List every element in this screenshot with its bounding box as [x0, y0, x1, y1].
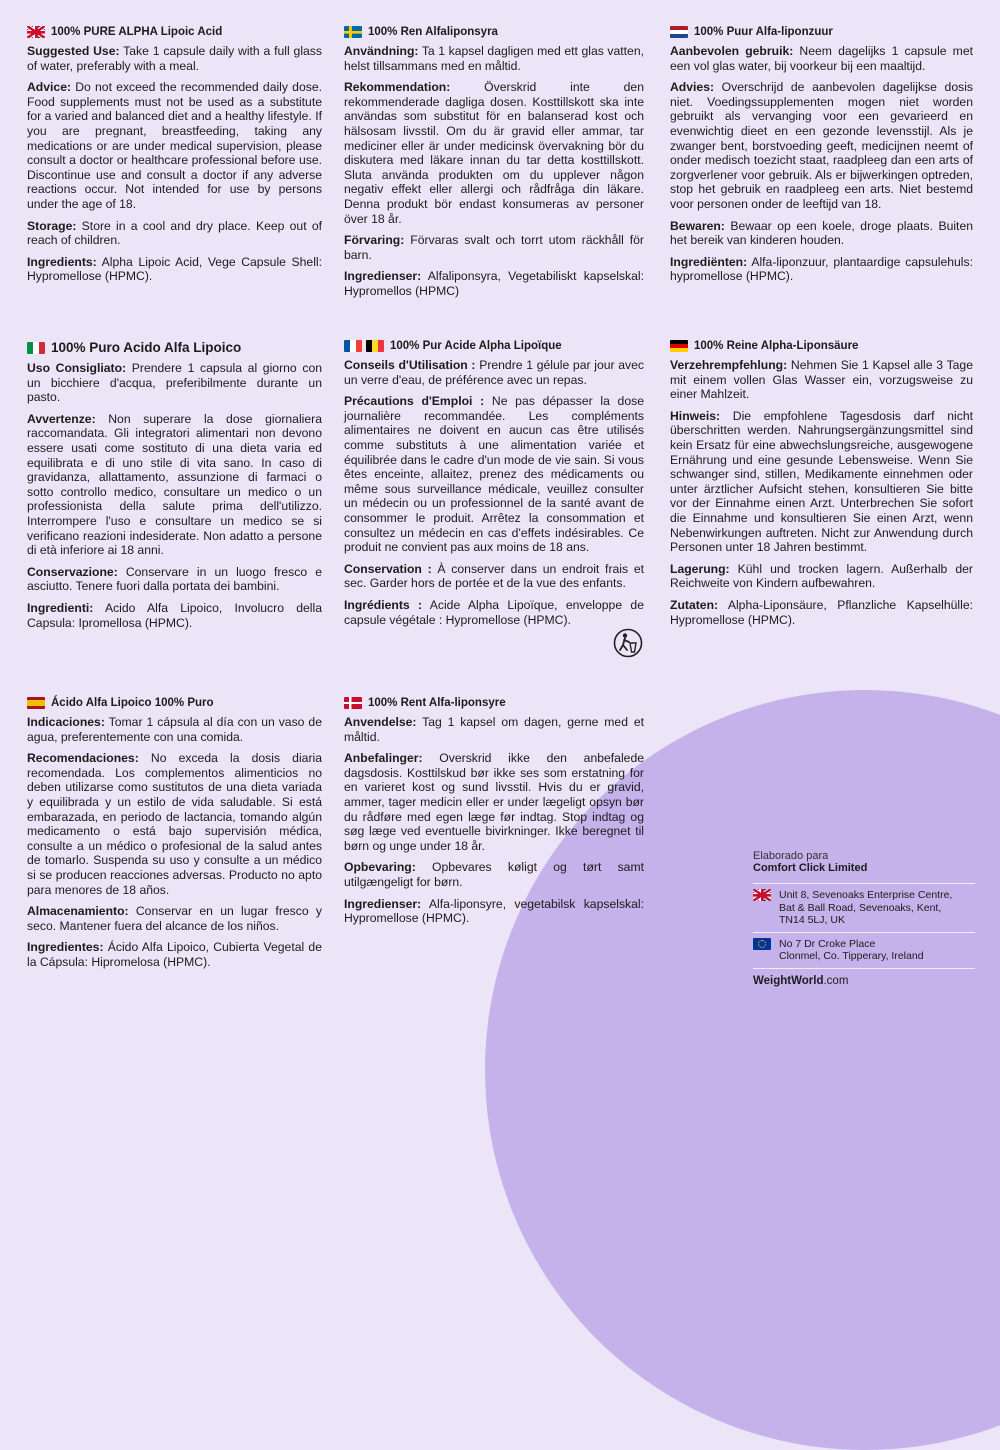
paragraph: Anbefalinger: Overskrid ikke den anbefalede dagsdosis. Kosttilskud bør ikke ses som erstatning for en varieret kost og sund livsstil. Hvis du er gravid, ammer, tager medicin eller er under lægeligt opsyn bør du rådføre med egen læge før indtag. Stop indtag og søg læge ved eventuelle bivirkninger. Ikke beregnet til børn og unge under 18 år.	[344, 751, 644, 853]
germany-flag-icon	[670, 340, 688, 352]
section-title-en: 100% PURE ALPHA Lipoic Acid	[27, 26, 322, 38]
denmark-flag-icon	[344, 697, 362, 709]
paragraph: Bewaren: Bewaar op een koele, droge plaats. Buiten het bereik van kinderen houden.	[670, 218, 973, 248]
paragraph: Suggested Use: Take 1 capsule daily with a full glass of water, preferably with a meal.	[27, 44, 322, 73]
website: WeightWorld.com	[753, 968, 975, 987]
paragraph: Användning: Ta 1 kapsel dagligen med ett glas vatten, helst tillsammans med en måltid.	[344, 44, 644, 73]
paragraph: Avvertenze: Non superare la dose giornaliera raccomandata. Gli integratori alimentari non devono essere usati come sostituto di una dieta varia ed equilibrata e di uno stile di vita sano. In caso di gravidanza, allattamento, assunzione di farmaci o sotto controllo medico, consultare un medico o un professionista della salute prima dell'utilizzo. Interrompere l'uso e consultare un medico se si verificano reazioni indesiderate. Non adatto a persone di età inferiore ai 18 anni.	[27, 411, 322, 558]
section-title-it: 100% Puro Acido Alfa Lipoico	[27, 340, 322, 355]
sweden-flag-icon	[344, 26, 362, 38]
section-title-de: 100% Reine Alpha-Liponsäure	[670, 340, 973, 352]
paragraph: Almacenamiento: Conservar en un lugar fresco y seco. Mantener fuera del alcance de los niños.	[27, 904, 322, 933]
paragraph: Förvaring: Förvaras svalt och torrt utom räckhåll för barn.	[344, 233, 644, 262]
section-es	[27, 697, 322, 977]
uk-flag-icon	[27, 26, 45, 38]
paragraph: Indicaciones: Tomar 1 cápsula al día con un vaso de agua, preferentemente con una comida.	[27, 715, 322, 744]
paragraph: Zutaten: Alpha-Liponsäure, Pflanzliche Kapselhülle: Hypromellose (HPMC).	[670, 597, 973, 627]
address-uk: Unit 8, Sevenoaks Enterprise Centre, Bat & Ball Road, Sevenoaks, Kent, TN14 5LJ, UK	[753, 883, 975, 932]
tidyman-recycle-icon	[613, 628, 643, 658]
belgium-flag-icon	[366, 340, 384, 352]
paragraph: Conservation : À conserver dans un endroit frais et sec. Garder hors de portée et de la vue des enfants.	[344, 561, 644, 591]
section-title-da: 100% Rent Alfa-liponsyre	[344, 697, 644, 709]
manufacturer-company: Comfort Click Limited	[753, 862, 868, 874]
paragraph: Storage: Store in a cool and dry place. Keep out of reach of children.	[27, 218, 322, 248]
paragraph: Précautions d'Emploi : Ne pas dépasser la dose journalière recommandée. Les compléments alimentaires ne doivent en aucun cas être utilisés comme substituts à une alimentation variée et équilibrée dans le cadre d'un mode de vie sain. Si vous êtes enceinte, allaitez, prenez des médicaments ou même sous surveillance médicale, veuillez consulter un médecin ou un professionnel de la santé avant de consommer le produit. Arrêtez la consommation et consultez un médecin en cas d'effets indésirables. Ce produit ne convient pas aux moins de 18 ans.	[344, 394, 644, 555]
paragraph: Aanbevolen gebruik: Neem dagelijks 1 capsule met een vol glas water, bij voorkeur bij een maaltijd.	[670, 44, 973, 73]
paragraph: Lagerung: Kühl und trocken lagern. Außerhalb der Reichweite von Kindern aufbewahren.	[670, 561, 973, 591]
section-title-es: Ácido Alfa Lipoico 100% Puro	[27, 697, 322, 709]
section-title-fr: 100% Pur Acide Alpha Lipoïque	[344, 340, 644, 352]
section-fr	[344, 340, 644, 634]
netherlands-flag-icon	[670, 26, 688, 38]
section-nl	[670, 26, 973, 291]
paragraph: Rekommendation: Överskrid inte den rekommenderade dagliga dosen. Kosttillskott ska inte användas som substitut för en balanserad kost och hälsosam livsstil. Om du är gravid eller ammar, tar mediciner eller är under medicinsk övervakning bör du diskutera med läkare innan du tar detta kosttillskott. Sluta använda produkten om du upplever någon negativ effekt eller allergi och rådfråga din läkare. Denna produkt bör endast konsumeras av personer över 18 år.	[344, 80, 644, 226]
paragraph: Advies: Overschrijd de aanbevolen dagelijkse dosis niet. Voedingssupplementen mogen niet worden gebruikt als vervanging voor een gevarieerd en evenwichtig dieet en een gezonde levensstijl. Als je zwanger bent, borstvoeding geeft, medicijnen neemt of onder medisch toezicht staat, raadpleeg dan een arts of zorgverlener voor gebruik. Als er bijwerkingen optreden, stop het gebruik en raadpleeg een arts. Niet bestemd voor personen onder de leeftijd van 18.	[670, 80, 973, 211]
paragraph: Ingrédients : Acide Alpha Lipoïque, enveloppe de capsule végétale : Hypromellose (HPMC).	[344, 597, 644, 627]
section-title-nl: 100% Puur Alfa-liponzuur	[670, 26, 973, 38]
section-da	[344, 697, 644, 933]
paragraph: Ingredients: Alpha Lipoic Acid, Vege Capsule Shell: Hypromellose (HPMC).	[27, 254, 322, 284]
section-sv	[344, 26, 644, 306]
paragraph: Recomendaciones: No exceda la dosis diaria recomendada. Los complementos alimenticios no deben utilizarse como sustitutos de una dieta variada y equilibrada y un estilo de vida saludable. Si está embarazada, en periodo de lactancia, tomando algún medicamento o está bajo supervisión médica, consulte a un médico o profesional de la salud antes de tomarlo. Suspenda su uso y consulte a un médico si se producen reacciones adversas. Producto no apto para menores de 18 años.	[27, 751, 322, 897]
paragraph: Advice: Do not exceed the recommended daily dose. Food supplements must not be used as a substitute for a varied and balanced diet and a healthy lifestyle. If you are pregnant, breastfeeding, taking any medications or are under medical supervision, please consult a doctor or healthcare professional before use. Discontinue use and consult a doctor if any adverse reactions occur. Not intended for use by persons under the age of 18.	[27, 80, 322, 211]
paragraph: Verzehrempfehlung: Nehmen Sie 1 Kapsel alle 3 Tage mit einem vollen Glas Wasser ein, vorzugsweise zu einer Mahlzeit.	[670, 358, 973, 402]
manufacturer-block	[753, 850, 975, 987]
paragraph: Ingredienser: Alfa-liponsyre, vegetabilsk kapselskal: Hypromellose (HPMC).	[344, 896, 644, 926]
eu-flag-icon	[753, 938, 771, 950]
paragraph: Conservazione: Conservare in un luogo fresco e asciutto. Tenere fuori dalla portata dei bambini.	[27, 564, 322, 594]
section-en	[27, 26, 322, 291]
paragraph: Ingredienser: Alfaliponsyra, Vegetabiliskt kapselskal: Hypromellos (HPMC)	[344, 269, 644, 298]
italy-flag-icon	[27, 342, 45, 354]
section-de	[670, 340, 973, 634]
paragraph: Hinweis: Die empfohlene Tagesdosis darf nicht überschritten werden. Nahrungsergänzungsmittel sind kein Ersatz für eine abwechslungsreiche, ausgewogene Ernährung und eine gesunde Lebensweise. Wenn Sie schwanger sind, stillen, Medikamente einnehmen oder unter ärztlicher Aufsicht stehen, konsultieren Sie bitte vor der Einnahme einen Arzt. Unterbrechen Sie sofort die Einnahme und konsultieren Sie einen Arzt, wenn Nebenwirkungen auftreten. Nicht zur Anwendung durch Personen unter 18 Jahren bestimmt.	[670, 408, 973, 555]
uk-flag-icon	[753, 889, 771, 901]
manufacturer-label: Elaborado para	[753, 850, 829, 862]
address-ie: No 7 Dr Croke Place Clonmel, Co. Tipperary, Ireland	[753, 932, 975, 968]
section-it	[27, 340, 322, 637]
paragraph: Anvendelse: Tag 1 kapsel om dagen, gerne med et måltid.	[344, 715, 644, 744]
spain-flag-icon	[27, 697, 45, 709]
france-flag-icon	[344, 340, 362, 352]
paragraph: Conseils d'Utilisation : Prendre 1 gélule par jour avec un verre d'eau, de préférence avec un repas.	[344, 358, 644, 387]
paragraph: Ingredientes: Ácido Alfa Lipoico, Cubierta Vegetal de la Cápsula: Hipromelosa (HPMC).	[27, 940, 322, 969]
paragraph: Ingrediënten: Alfa-liponzuur, plantaardige capsulehuls: hypromellose (HPMC).	[670, 254, 973, 284]
paragraph: Uso Consigliato: Prendere 1 capsula al giorno con un bicchiere d'acqua, preferibilmente durante un pasto.	[27, 361, 322, 405]
paragraph: Opbevaring: Opbevares køligt og tørt samt utilgængeligt for børn.	[344, 860, 644, 889]
section-title-sv: 100% Ren Alfaliponsyra	[344, 26, 644, 38]
paragraph: Ingredienti: Acido Alfa Lipoico, Involucro della Capsula: Ipromellosa (HPMC).	[27, 600, 322, 630]
